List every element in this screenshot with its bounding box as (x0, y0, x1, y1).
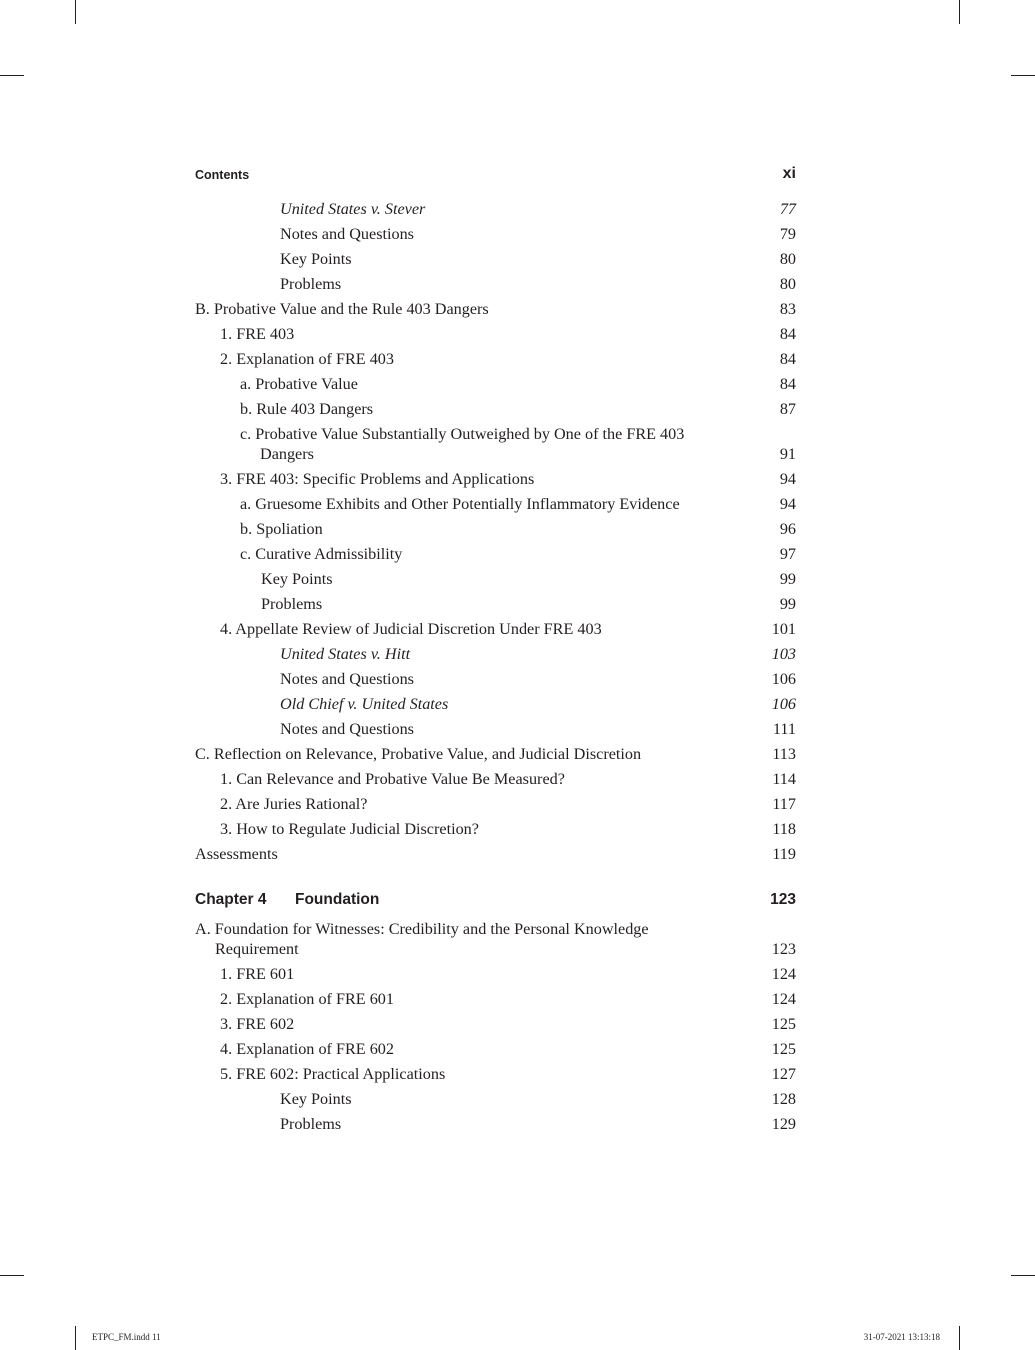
toc-entry[interactable] (195, 964, 796, 989)
toc-entry[interactable] (195, 324, 796, 349)
chapter-heading[interactable] (195, 889, 796, 914)
toc-entry[interactable] (195, 1039, 796, 1064)
toc-entry-title: 4. Explanation of FRE 602 (220, 1040, 394, 1058)
toc-entry-title: C. Reflection on Relevance, Probative Value, and Judicial Discretion (195, 745, 642, 763)
toc-entry-page: 124 (771, 990, 796, 1008)
toc-entry-title: B. Probative Value and the Rule 403 Dangers (195, 300, 489, 318)
toc-entry-title: Notes and Questions (280, 225, 414, 243)
toc-entry[interactable] (195, 644, 796, 669)
toc-entry-title: Key Points (280, 250, 352, 268)
crop-mark-left-top (0, 75, 24, 76)
toc-entry-page: 83 (779, 300, 796, 318)
toc-entry-title: a. Gruesome Exhibits and Other Potentially Inflammatory Evidence (240, 495, 680, 513)
toc-entry-page: 123 (771, 940, 796, 958)
toc-entry-page: 113 (772, 745, 796, 763)
toc-entry-page: 111 (772, 720, 796, 738)
chapter-number: Chapter 4 (195, 891, 267, 908)
toc-entry-page: 101 (771, 620, 796, 638)
toc-entry[interactable] (195, 399, 796, 424)
toc-entry-page: 94 (779, 470, 796, 488)
running-head-label: Contents (195, 168, 250, 182)
toc-entry[interactable] (195, 669, 796, 694)
page-folio: xi (782, 165, 796, 182)
toc-entry-title: United States v. Stever (280, 200, 426, 218)
toc-entry-page: 106 (771, 695, 796, 713)
toc-entry-page: 91 (779, 445, 796, 463)
toc-entry-page: 84 (779, 375, 796, 393)
toc-entry[interactable] (195, 469, 796, 494)
toc-entry-title: Key Points (280, 1090, 352, 1108)
toc-entry-page: 128 (771, 1090, 796, 1108)
toc-entry-title: 3. How to Regulate Judicial Discretion? (220, 820, 479, 838)
toc-entry-page: 84 (779, 325, 796, 343)
toc-entry-page: 77 (779, 200, 796, 218)
toc-section-chapter (195, 919, 796, 1139)
toc-entry-title: Problems (261, 595, 323, 613)
toc-entry-page: 84 (779, 350, 796, 368)
toc-entry-title: c. Probative Value Substantially Outweighed by One of the FRE 403 Dangers (240, 425, 685, 463)
toc-entry[interactable] (195, 1014, 796, 1039)
chapter-title: Foundation (295, 891, 380, 908)
toc-entry-page: 119 (772, 845, 796, 863)
toc-entry[interactable] (195, 544, 796, 569)
toc-entry[interactable] (195, 619, 796, 644)
toc-entry[interactable] (195, 569, 796, 594)
toc-entry-title: Notes and Questions (280, 670, 414, 688)
toc-entry-title: 5. FRE 602: Practical Applications (220, 1065, 446, 1083)
toc-entry-title: b. Spoliation (240, 520, 323, 538)
crop-mark-right-top (1011, 75, 1035, 76)
toc-entry[interactable] (195, 199, 796, 224)
toc-entry[interactable] (195, 844, 796, 869)
crop-mark-top-left (75, 0, 76, 24)
toc-entry-page: 117 (772, 795, 796, 813)
crop-mark-bottom-right (959, 1326, 960, 1350)
toc-entry-page: 80 (779, 275, 796, 293)
toc-entry-page: 114 (772, 770, 796, 788)
toc-entry-title: 4. Appellate Review of Judicial Discretion Under FRE 403 (220, 620, 602, 638)
toc-entry-page: 97 (779, 545, 796, 563)
toc-entry-title: 2. Explanation of FRE 601 (220, 990, 394, 1008)
toc-entry-page: 124 (771, 965, 796, 983)
toc-entry[interactable] (195, 769, 796, 794)
toc-entry-title: 2. Are Juries Rational? (220, 795, 368, 813)
toc-entry-page: 125 (771, 1040, 796, 1058)
toc-entry-page: 118 (772, 820, 796, 838)
running-head (195, 160, 796, 186)
toc-entry[interactable] (195, 274, 796, 299)
toc-entry-title: Assessments (195, 845, 278, 863)
toc-entry[interactable] (195, 1064, 796, 1089)
toc-entry-title: 2. Explanation of FRE 403 (220, 350, 394, 368)
toc-entry[interactable] (195, 519, 796, 544)
toc-entry[interactable] (195, 989, 796, 1014)
toc-entry-title: 3. FRE 602 (220, 1015, 295, 1033)
toc-entry-title: Problems (280, 1115, 342, 1133)
toc-entry-page: 87 (779, 400, 796, 418)
toc-entry[interactable] (195, 1089, 796, 1114)
slug-timestamp: 31-07-2021 13:13:18 (863, 1332, 940, 1342)
toc-entry-title: 1. FRE 601 (220, 965, 295, 983)
toc-entry-title: 1. FRE 403 (220, 325, 295, 343)
slug-file: ETPC_FM.indd 11 (92, 1332, 161, 1342)
toc-entry-title: Notes and Questions (280, 720, 414, 738)
toc-entry-title: United States v. Hitt (280, 645, 411, 663)
toc-entry-title: a. Probative Value (240, 375, 358, 393)
toc-entry[interactable] (195, 224, 796, 249)
toc-entry[interactable] (195, 719, 796, 744)
crop-mark-right-bottom (1011, 1275, 1035, 1276)
toc-entry[interactable] (195, 494, 796, 519)
toc-entry[interactable] (195, 819, 796, 844)
toc-entry-page: 125 (771, 1015, 796, 1033)
toc-entry[interactable] (195, 424, 796, 469)
toc-entry-title: 1. Can Relevance and Probative Value Be Measured? (220, 770, 565, 788)
toc-entry[interactable] (195, 249, 796, 274)
toc-entry[interactable] (195, 299, 796, 324)
toc-entry-title: Old Chief v. United States (280, 695, 449, 713)
toc-entry-page: 96 (779, 520, 796, 538)
toc-section-top (195, 199, 796, 869)
toc-entry[interactable] (195, 1114, 796, 1139)
toc-entry[interactable] (195, 919, 796, 964)
crop-mark-bottom-left (75, 1326, 76, 1350)
toc-entry[interactable] (195, 349, 796, 374)
toc-entry-title: c. Curative Admissibility (240, 545, 403, 563)
toc-entry-page: 79 (779, 225, 796, 243)
toc-entry-page: 127 (771, 1065, 796, 1083)
toc-entry-title: Problems (280, 275, 342, 293)
toc-entry[interactable] (195, 594, 796, 619)
table-of-contents (195, 199, 796, 1139)
toc-entry[interactable] (195, 794, 796, 819)
toc-entry-title: A. Foundation for Witnesses: Credibility and the Personal Knowledge Requirement (195, 920, 649, 958)
toc-entry-page: 106 (771, 670, 796, 688)
toc-entry[interactable] (195, 374, 796, 399)
toc-entry-page: 129 (771, 1115, 796, 1133)
toc-entry-page: 99 (779, 570, 796, 588)
toc-entry[interactable] (195, 694, 796, 719)
toc-entry-title: Key Points (261, 570, 333, 588)
crop-mark-left-bottom (0, 1275, 24, 1276)
toc-entry-page: 94 (779, 495, 796, 513)
toc-entry-page: 80 (779, 250, 796, 268)
chapter-page-number: 123 (770, 891, 796, 908)
toc-entry[interactable] (195, 744, 796, 769)
toc-entry-page: 103 (771, 645, 796, 663)
toc-entry-page: 99 (779, 595, 796, 613)
toc-entry-title: 3. FRE 403: Specific Problems and Applications (220, 470, 535, 488)
toc-entry-title: b. Rule 403 Dangers (240, 400, 374, 418)
crop-mark-top-right (959, 0, 960, 24)
